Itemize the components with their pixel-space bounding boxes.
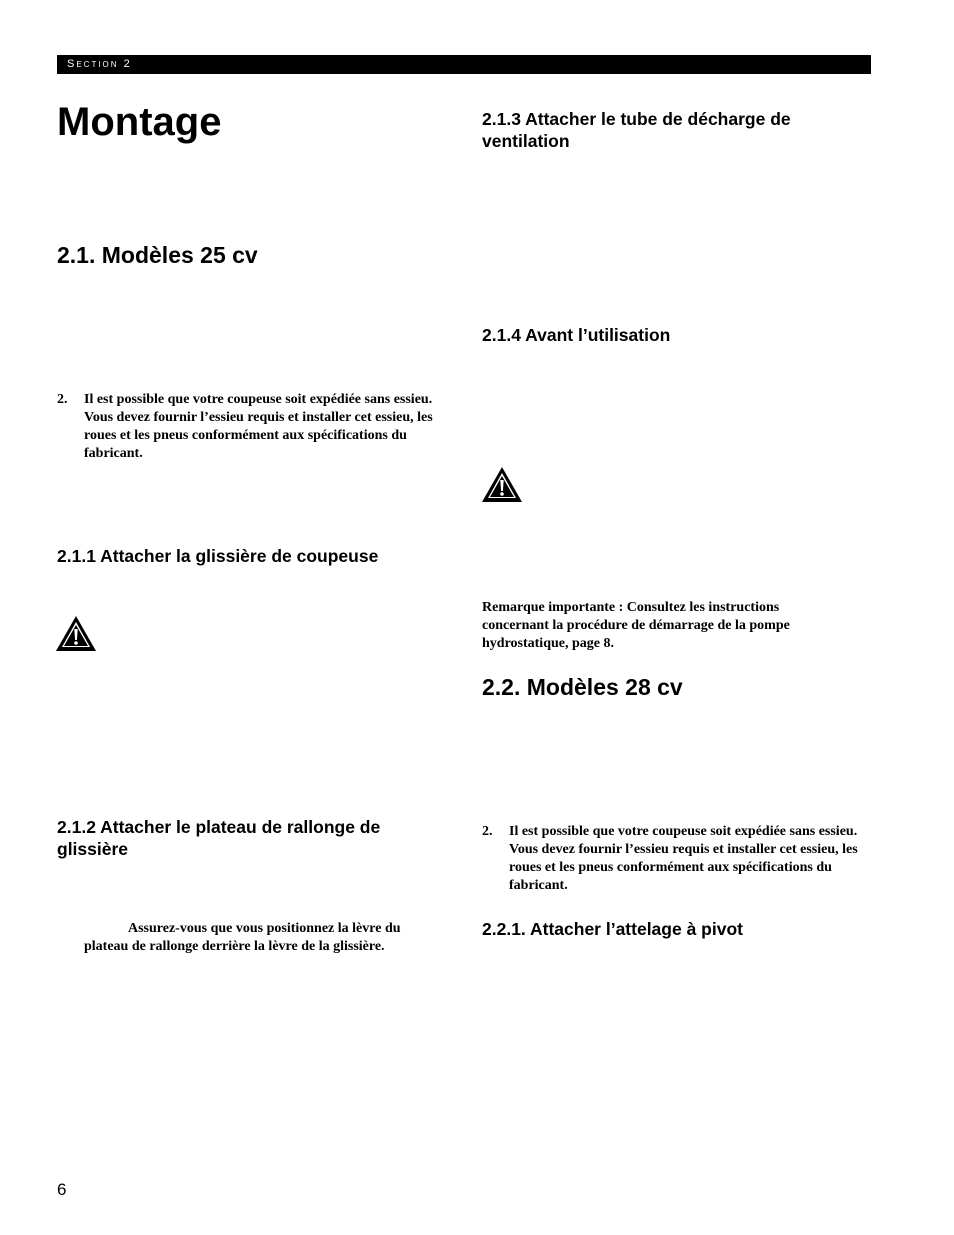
heading-2-1-4: 2.1.4 Avant l’utilisation	[482, 325, 671, 345]
warning-icon	[55, 614, 97, 652]
heading-2-1: 2.1. Modèles 25 cv	[57, 242, 258, 268]
list-item-axle-28	[482, 823, 867, 895]
list-item-number: 2.	[482, 824, 493, 839]
list-item-text: Il est possible que votre coupeuse soit expédiée sans essieu. Vous devez fournir l’essieu requis et installer cet essieu, les roues et les pneus conformément aux spécifications du fabricant.	[84, 392, 433, 461]
heading-2-1-2: 2.1.2 Attacher le plateau de rallonge de glissière	[57, 817, 381, 859]
heading-2-2: 2.2. Modèles 28 cv	[482, 674, 683, 700]
list-item-number: 2.	[57, 392, 68, 407]
list-item-text: Il est possible que votre coupeuse soit expédiée sans essieu. Vous devez fournir l’essieu requis et installer cet essieu, les roues et les pneus conformément aux spécifications du fabricant.	[509, 824, 858, 893]
section-header-bar	[57, 55, 871, 74]
page-number: 6	[57, 1180, 67, 1199]
important-remark: Remarque importante : Consultez les instructions concernant la procédure de démarrage de la pompe hydrostatique, page 8.	[482, 600, 790, 651]
note-text: Assurez-vous que vous positionnez la lèvre du plateau de rallonge derrière la lèvre de la glissière.	[84, 921, 401, 954]
heading-2-2-1: 2.2.1. Attacher l’attelage à pivot	[482, 919, 743, 939]
list-item-axle-25	[57, 391, 437, 463]
section-label: Section 2	[67, 58, 132, 70]
page-title: Montage	[57, 100, 222, 144]
heading-2-1-3: 2.1.3 Attacher le tube de décharge de ventilation	[482, 109, 791, 151]
warning-icon	[481, 465, 523, 503]
heading-2-1-1: 2.1.1 Attacher la glissière de coupeuse	[57, 546, 379, 566]
